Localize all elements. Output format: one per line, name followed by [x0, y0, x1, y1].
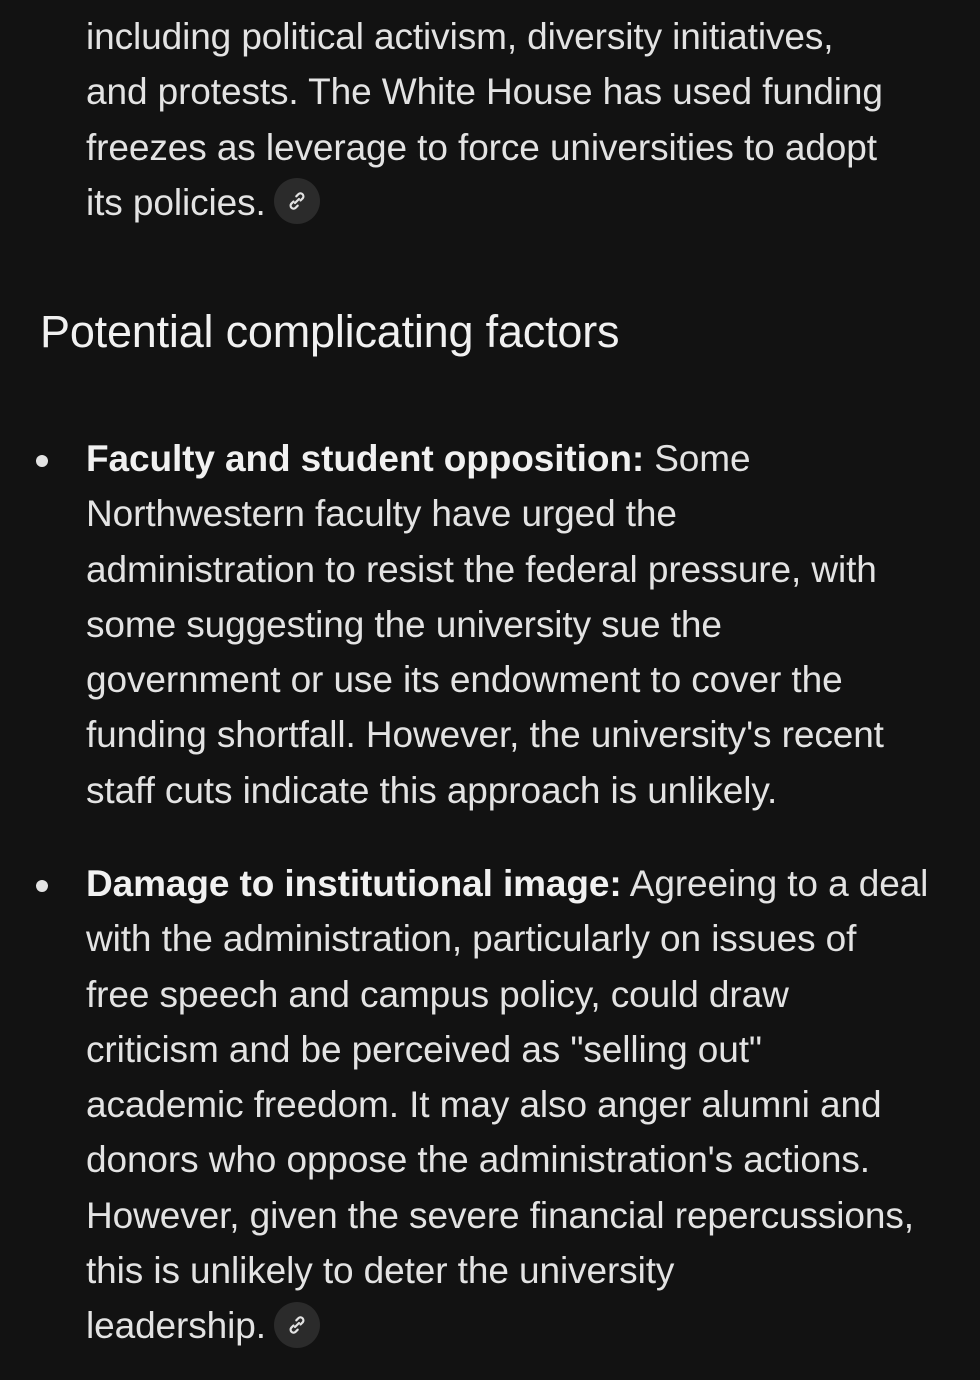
bullet-dot: [36, 880, 48, 892]
bullet-dot: [36, 455, 48, 467]
source-link-button[interactable]: [274, 178, 320, 224]
bullet-line: academic freedom. It may also anger alumni and: [86, 1084, 882, 1126]
bullet-line: Northwestern faculty have urged the: [86, 493, 677, 535]
bullet-line: Some: [644, 438, 751, 479]
bullet-text: [86, 431, 946, 818]
bullet-line: criticism and be perceived as "selling out": [86, 1028, 762, 1070]
bullet-line: donors who oppose the administration's actions.: [86, 1139, 870, 1181]
bullet-line: administration to resist the federal pressure, with: [86, 548, 877, 590]
bullet-line: However, given the severe financial repercussions,: [86, 1194, 914, 1236]
link-icon: [285, 1313, 309, 1337]
bullet-line: this is unlikely to deter the university: [86, 1250, 675, 1292]
bullet-line: free speech and campus policy, could draw: [86, 973, 789, 1015]
bullet-text: [86, 856, 946, 1354]
bullet-line: some suggesting the university sue the: [86, 603, 722, 645]
bullet-line: funding shortfall. However, the university's recent: [86, 714, 884, 756]
bullet-title: Faculty and student opposition:: [86, 438, 645, 479]
bullet-line: government or use its endowment to cover the: [86, 659, 843, 701]
intro-line: and protests. The White House has used funding: [86, 71, 883, 113]
link-icon: [285, 189, 309, 213]
intro-line: including political activism, diversity initiatives,: [86, 16, 834, 57]
intro-line: its policies.: [86, 181, 266, 223]
bullet-title: Damage to institutional image:: [86, 863, 622, 904]
source-link-button[interactable]: [274, 1302, 320, 1348]
bullet-line: Agreeing to a deal: [621, 863, 929, 904]
intro-line: freezes as leverage to force universities to adopt: [86, 126, 877, 168]
intro-paragraph: [86, 9, 946, 230]
bullet-line: leadership.: [86, 1305, 266, 1347]
section-heading: Potential complicating factors: [40, 306, 620, 357]
bullet-line: with the administration, particularly on issues of: [86, 918, 857, 960]
bullet-line: staff cuts indicate this approach is unlikely.: [86, 769, 778, 811]
